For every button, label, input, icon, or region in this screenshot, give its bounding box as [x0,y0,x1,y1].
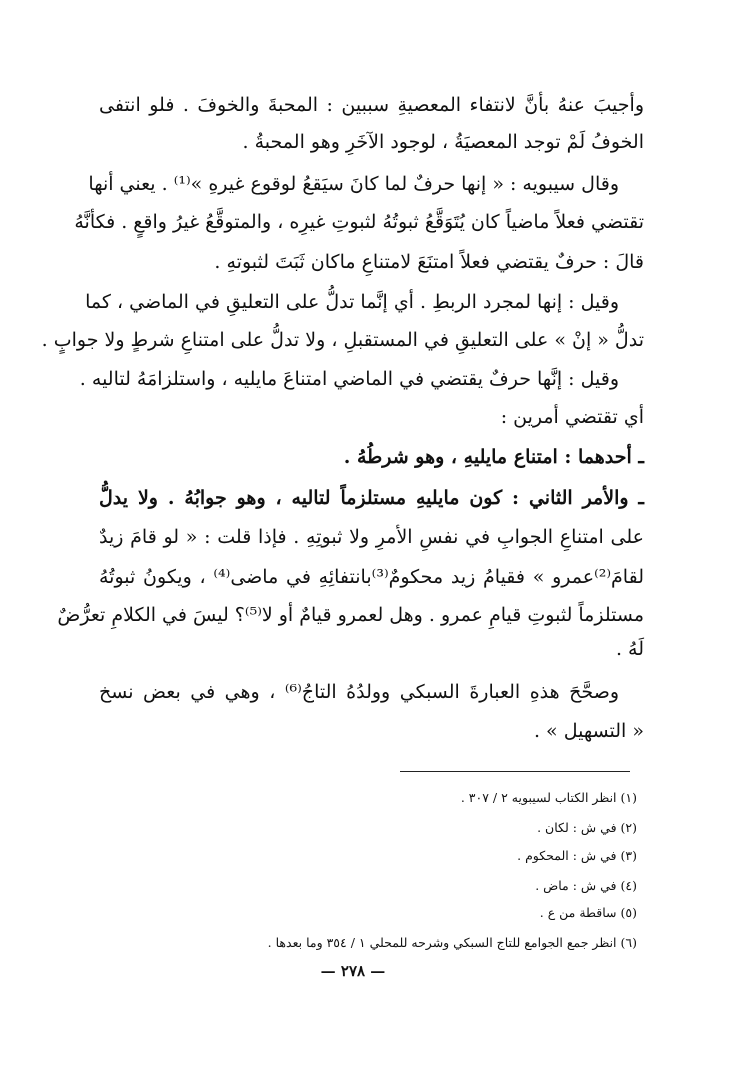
body-line-2: الخوفُ لَمْ توجد المعصيَةُ ، لوجود الآخَرِ وهو المحبةُ . [242,131,644,153]
footnote-4: (٤) في ش : ماض . [535,878,637,893]
body-line-1: وأجيبَ عنهُ بأنَّ لانتفاء المعصيةِ سببين : المحبةَ والخوفَ . فلو انتفى [99,94,644,116]
body-line-7: تدلُّ « إنْ » على التعليقِ في المستقبلِ ، ولا تدلُّ على امتناعِ شرطٍ ولا جوابٍ . [41,329,644,351]
body-line-3: وقال سيبويه : « إنها حرفٌ لما كانَ سيَقعُ لوقوع غيرهِ »⁽¹⁾ . يعني أنها [88,173,619,195]
body-line-15: لَهُ . [615,638,644,660]
footnote-3: (٣) في ش : المحكوم . [517,848,637,863]
body-line-5: قالَ : حرفٌ يقتضي فعلاً امتنَعَ لامتناعِ ماكان ثَبَتَ لثبوتهِ . [214,251,644,273]
footnote-separator [400,771,630,772]
body-line-11: ـ والأمر الثاني : كون مايليهِ مستلزماً لتاليه ، وهو جوابُهُ . ولا يدلُّ [99,487,644,509]
body-line-17: « التسهيل » . [533,720,644,742]
footnote-6: (٦) انظر جمع الجوامع للتاج السبكي وشرحه للمحلي ١ / ٣٥٤ وما بعدها . [267,935,637,950]
page-number: — ٢٧٨ — [320,962,386,980]
footnote-5: (٥) ساقطة من ع . [539,905,637,920]
body-line-4: تقتضي فعلاً ماضياً كان يُتَوَقَّعُ ثبوتُهُ لثبوتِ غيرِه ، والمتوقَّعُ غيرُ واقعٍ . فكأنَّهُ [74,211,644,233]
body-line-9: أي تقتضي أمرين : [500,406,644,428]
body-line-16: وصحَّحَ هذهِ العبارةَ السبكي وولدُهُ التاجُ⁽⁶⁾ ، وهي في بعض نسخ [99,681,619,703]
body-line-10: ـ أحدهما : امتناع مايليهِ ، وهو شرطُهُ . [343,446,644,468]
body-line-14: مستلزماً لثبوتِ قيامِ عمرو . وهل لعمرو قيامٌ أو لا⁽⁵⁾؟ ليسَ في الكلامِ تعرُّضٌ [57,604,644,626]
footnote-2: (٢) في ش : لكان . [537,820,637,835]
footnote-1: (١) انظر الكتاب لسيبويه ٢ / ٣٠٧ . [460,790,637,805]
body-line-8: وقيل : إنَّها حرفٌ يقتضي في الماضي امتناعَ مايليه ، واستلزامَهُ لتاليه . [79,368,619,390]
body-line-6: وقيل : إنها لمجرد الربطِ . أي إنَّما تدلُّ على التعليقِ في الماضي ، كما [85,291,619,313]
body-line-13: لقامَ⁽²⁾عمرو » فقيامُ زيد محكومٌ⁽³⁾بانتفائِهِ في ماضى⁽⁴⁾ ، ويكونُ ثبوتُهُ [99,566,644,588]
body-line-12: على امتناعِ الجوابِ في نفسِ الأمرِ ولا ثبوتِهِ . فإذا قلت : « لو قامَ زيدٌ [99,526,644,548]
